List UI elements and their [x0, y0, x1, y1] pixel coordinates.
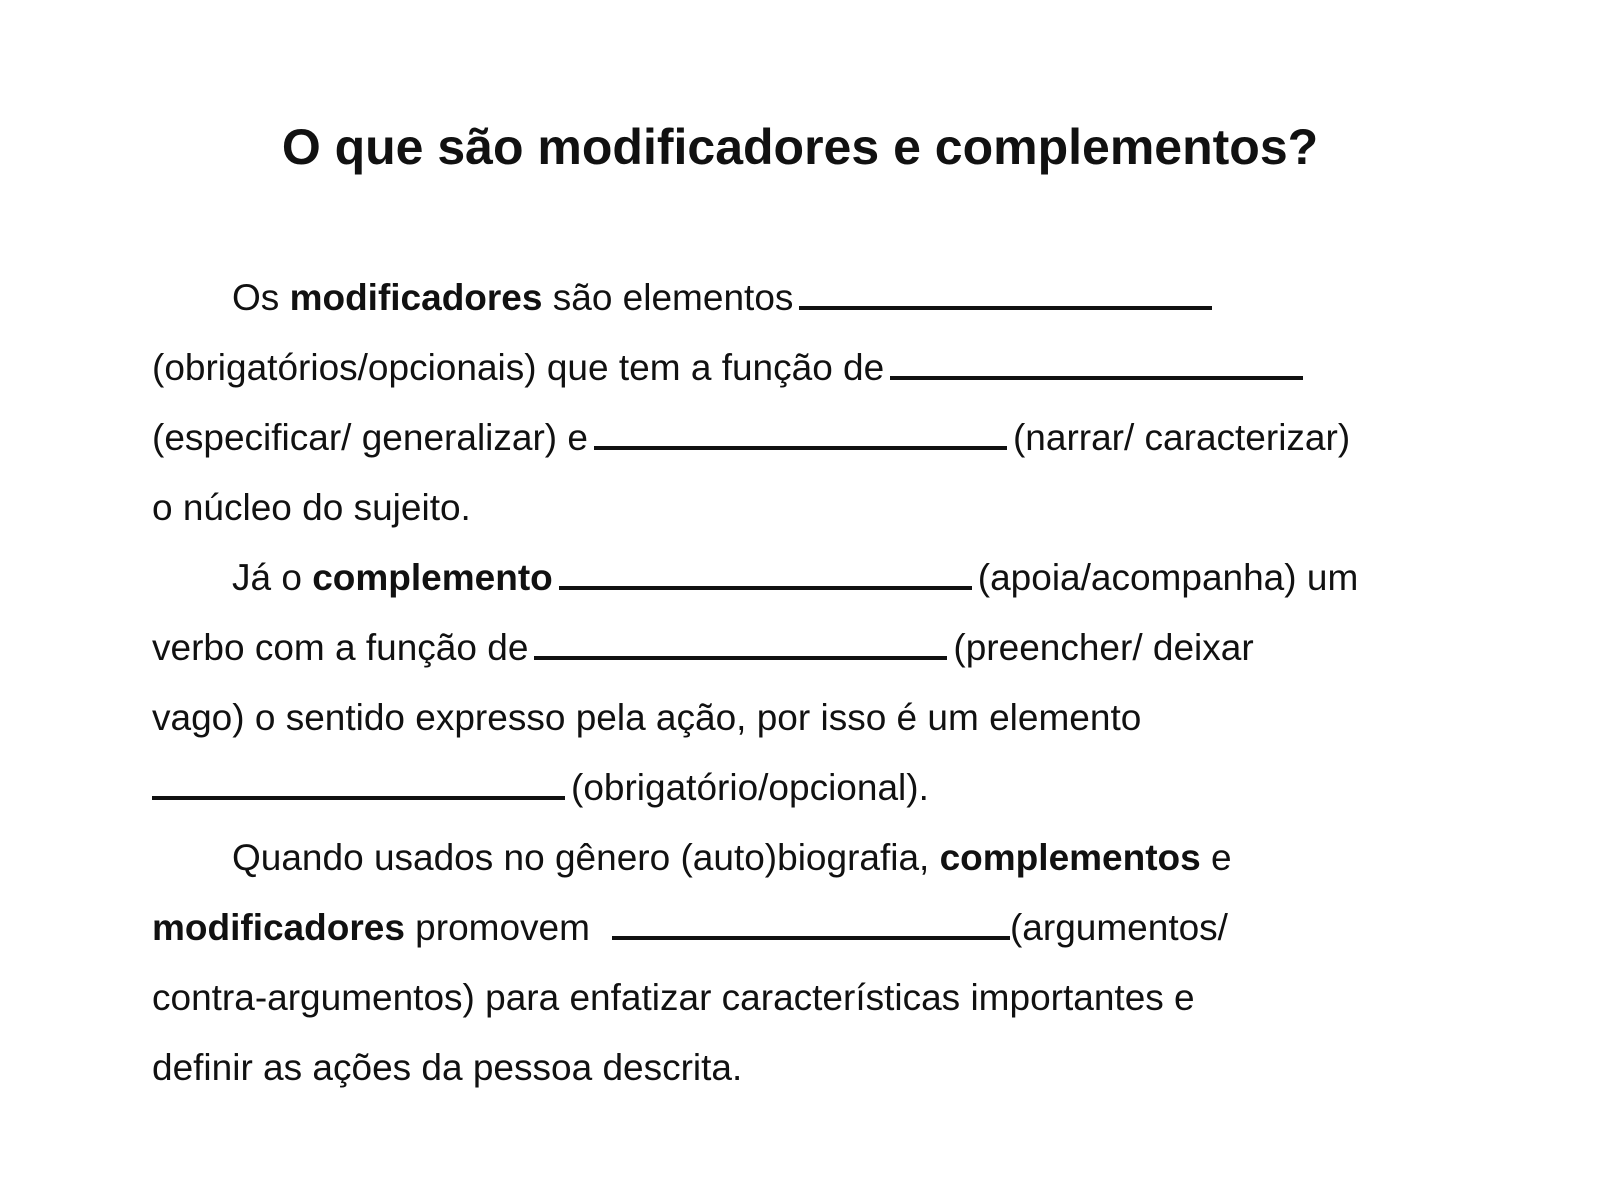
text: (especificar/ generalizar) e [152, 417, 588, 458]
text: Os [232, 277, 290, 318]
bold-term: complemento [312, 557, 553, 598]
text: (narrar/ caracterizar) [1012, 417, 1351, 458]
p1-line-3 [152, 416, 1350, 460]
text: Quando usados no gênero (auto)biografia, [232, 837, 940, 878]
blank-field-5[interactable] [534, 626, 947, 660]
text: promovem [404, 907, 590, 948]
p1-line-1 [232, 276, 1218, 320]
text: (obrigatórios/opcionais) que tem a função de [152, 347, 885, 388]
p2-line-1 [232, 556, 1358, 600]
p1-line-4: o núcleo do sujeito. [152, 487, 471, 528]
blank-field-1[interactable] [799, 276, 1212, 310]
p3-line-4: definir as ações da pessoa descrita. [152, 1047, 743, 1088]
text: verbo com a função de [152, 627, 529, 668]
blank-field-6[interactable] [152, 766, 565, 800]
text: (apoia/acompanha) um [977, 557, 1359, 598]
blank-field-2[interactable] [890, 346, 1303, 380]
text: (obrigatório/opcional). [571, 767, 929, 808]
blank-field-3[interactable] [594, 416, 1007, 450]
text: (preencher/ deixar [953, 627, 1254, 668]
p3-line-1 [232, 836, 1232, 880]
bold-term: modificadores [152, 907, 405, 948]
page-title: O que são modificadores e complementos? [281, 119, 1319, 175]
blank-field-4[interactable] [559, 556, 972, 590]
text: são elementos [542, 277, 794, 318]
blank-field-7[interactable] [612, 906, 1010, 940]
bold-term: complementos [939, 837, 1201, 878]
text: e [1200, 837, 1232, 878]
bold-term: modificadores [289, 277, 543, 318]
p2-line-3: vago) o sentido expresso pela ação, por isso é um elemento [152, 697, 1142, 738]
p3-line-3: contra-argumentos) para enfatizar características importantes e [152, 977, 1195, 1018]
text: (argumentos/ [1009, 907, 1228, 948]
p1-line-2 [152, 346, 1309, 390]
p3-line-2 [152, 906, 1228, 950]
text: Já o [232, 557, 313, 598]
p2-line-2 [152, 626, 1254, 670]
p2-line-4 [152, 766, 929, 810]
